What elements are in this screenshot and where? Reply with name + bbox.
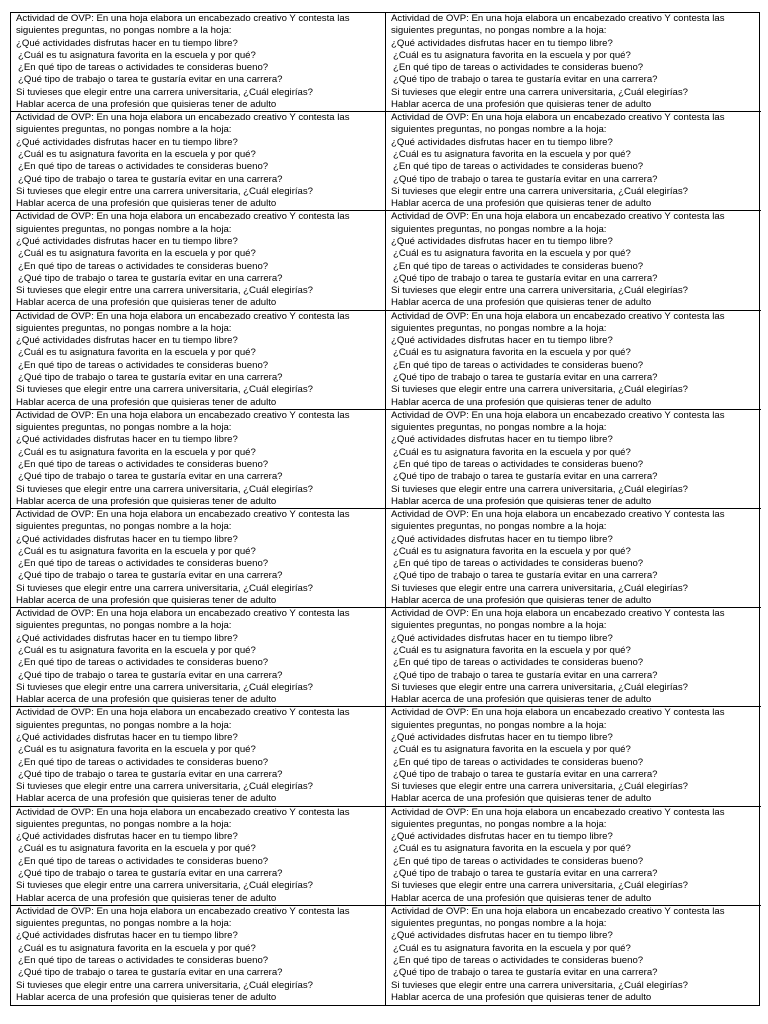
question-university-career: Si tuvieses que elegir entre una carrera universitaria, ¿Cuál elegirías? (391, 880, 689, 892)
activity-intro: Actividad de OVP: En una hoja elabora un encabezado creativo Y contesta las siguientes preguntas, no pongas nombre a la hoja: (16, 409, 350, 434)
question-free-time: ¿Qué actividades disfrutas hacer en tu tiempo libre? (16, 731, 238, 743)
activity-intro: Actividad de OVP: En una hoja elabora un encabezado creativo Y contesta las siguientes preguntas, no pongas nombre a la hoja: (16, 13, 350, 37)
question-avoid-work: ¿Qué tipo de trabajo o tarea te gustaría evitar en una carrera? (18, 372, 283, 384)
question-profession: Hablar acerca de una profesión que quisieras tener de adulto (391, 694, 652, 706)
activity-intro: Actividad de OVP: En una hoja elabora un encabezado creativo Y contesta las siguientes preguntas, no pongas nombre a la hoja: (391, 707, 725, 731)
question-free-time: ¿Qué actividades disfrutas hacer en tu tiempo libre? (16, 930, 238, 942)
question-university-career: Si tuvieses que elegir entre una carrera universitaria, ¿Cuál elegirías? (16, 582, 314, 594)
question-favorite-subject: ¿Cuál es tu asignatura favorita en la escuela y por qué? (18, 149, 256, 161)
question-favorite-subject: ¿Cuál es tu asignatura favorita en la escuela y por qué? (393, 942, 631, 954)
question-free-time: ¿Qué actividades disfrutas hacer en tu tiempo libre? (16, 335, 238, 347)
question-favorite-subject: ¿Cuál es tu asignatura favorita en la escuela y por qué? (393, 49, 631, 61)
worksheet-grid (10, 12, 760, 1006)
question-strengths: ¿En qué tipo de tareas o actividades te consideras bueno? (393, 855, 644, 867)
activity-card (386, 807, 761, 906)
question-university-career: Si tuvieses que elegir entre una carrera universitaria, ¿Cuál elegirías? (16, 979, 314, 991)
question-university-career: Si tuvieses que elegir entre una carrera universitaria, ¿Cuál elegirías? (16, 681, 314, 693)
question-free-time: ¿Qué actividades disfrutas hacer en tu tiempo libre? (16, 533, 238, 545)
question-avoid-work: ¿Qué tipo de trabajo o tarea te gustaría evitar en una carrera? (18, 173, 283, 185)
question-university-career: Si tuvieses que elegir entre una carrera universitaria, ¿Cuál elegirías? (391, 681, 689, 693)
activity-intro: Actividad de OVP: En una hoja elabora un encabezado creativo Y contesta las siguientes preguntas, no pongas nombre a la hoja: (391, 112, 725, 136)
question-strengths: ¿En qué tipo de tareas o actividades te consideras bueno? (393, 756, 644, 768)
question-university-career: Si tuvieses que elegir entre una carrera universitaria, ¿Cuál elegirías? (391, 483, 689, 495)
question-profession: Hablar acerca de una profesión que quisieras tener de adulto (16, 793, 277, 805)
question-free-time: ¿Qué actividades disfrutas hacer en tu tiempo libre? (16, 235, 238, 247)
activity-intro: Actividad de OVP: En una hoja elabora un encabezado creativo Y contesta las siguientes preguntas, no pongas nombre a la hoja: (391, 310, 725, 334)
question-free-time: ¿Qué actividades disfrutas hacer en tu tiempo libre? (16, 632, 238, 644)
activity-card (386, 211, 761, 310)
question-free-time: ¿Qué actividades disfrutas hacer en tu tiempo libre? (16, 434, 238, 446)
question-university-career: Si tuvieses que elegir entre una carrera universitaria, ¿Cuál elegirías? (391, 979, 689, 991)
question-favorite-subject: ¿Cuál es tu asignatura favorita en la escuela y por qué? (18, 942, 256, 954)
activity-intro: Actividad de OVP: En una hoja elabora un encabezado creativo Y contesta las siguientes preguntas, no pongas nombre a la hoja: (16, 905, 350, 930)
activity-intro: Actividad de OVP: En una hoja elabora un encabezado creativo Y contesta las siguientes preguntas, no pongas nombre a la hoja: (16, 310, 350, 334)
question-free-time: ¿Qué actividades disfrutas hacer en tu tiempo libre? (391, 335, 613, 347)
question-avoid-work: ¿Qué tipo de trabajo o tarea te gustaría evitar en una carrera? (18, 868, 283, 880)
question-university-career: Si tuvieses que elegir entre una carrera universitaria, ¿Cuál elegirías? (391, 582, 689, 594)
activity-intro: Actividad de OVP: En una hoja elabora un encabezado creativo Y contesta las siguientes preguntas, no pongas nombre a la hoja: (391, 508, 725, 533)
question-avoid-work: ¿Qué tipo de trabajo o tarea te gustaría evitar en una carrera? (18, 570, 283, 582)
question-avoid-work: ¿Qué tipo de trabajo o tarea te gustaría evitar en una carrera? (393, 74, 658, 86)
question-favorite-subject: ¿Cuál es tu asignatura favorita en la escuela y por qué? (18, 248, 256, 260)
question-university-career: Si tuvieses que elegir entre una carrera universitaria, ¿Cuál elegirías? (16, 781, 314, 793)
question-university-career: Si tuvieses que elegir entre una carrera universitaria, ¿Cuál elegirías? (16, 86, 314, 98)
question-favorite-subject: ¿Cuál es tu asignatura favorita en la escuela y por qué? (393, 446, 631, 458)
question-profession: Hablar acerca de una profesión que quisieras tener de adulto (16, 991, 277, 1003)
question-favorite-subject: ¿Cuál es tu asignatura favorita en la escuela y por qué? (393, 149, 631, 161)
question-profession: Hablar acerca de una profesión que quisieras tener de adulto (391, 396, 652, 408)
question-profession: Hablar acerca de una profesión que quisieras tener de adulto (391, 991, 652, 1003)
question-avoid-work: ¿Qué tipo de trabajo o tarea te gustaría evitar en una carrera? (393, 272, 658, 284)
question-favorite-subject: ¿Cuál es tu asignatura favorita en la escuela y por qué? (18, 545, 256, 557)
activity-card (11, 509, 386, 608)
question-favorite-subject: ¿Cuál es tu asignatura favorita en la escuela y por qué? (18, 446, 256, 458)
question-free-time: ¿Qué actividades disfrutas hacer en tu tiempo libre? (16, 136, 238, 148)
activity-card (11, 807, 386, 906)
activity-card (11, 211, 386, 310)
activity-card (386, 311, 761, 410)
activity-card (386, 509, 761, 608)
question-strengths: ¿En qué tipo de tareas o actividades te consideras bueno? (18, 558, 269, 570)
question-strengths: ¿En qué tipo de tareas o actividades te consideras bueno? (393, 458, 644, 470)
question-free-time: ¿Qué actividades disfrutas hacer en tu tiempo libre? (391, 632, 613, 644)
activity-card (11, 410, 386, 509)
question-strengths: ¿En qué tipo de tareas o actividades te consideras bueno? (393, 161, 644, 173)
question-profession: Hablar acerca de una profesión que quisieras tener de adulto (391, 495, 652, 507)
question-free-time: ¿Qué actividades disfrutas hacer en tu tiempo libre? (391, 235, 613, 247)
question-strengths: ¿En qué tipo de tareas o actividades te consideras bueno? (393, 954, 644, 966)
question-strengths: ¿En qué tipo de tareas o actividades te consideras bueno? (18, 954, 269, 966)
question-profession: Hablar acerca de una profesión que quisieras tener de adulto (391, 595, 652, 607)
question-profession: Hablar acerca de una profesión que quisieras tener de adulto (16, 694, 277, 706)
question-free-time: ¿Qué actividades disfrutas hacer en tu tiempo libre? (391, 434, 613, 446)
question-profession: Hablar acerca de una profesión que quisieras tener de adulto (16, 495, 277, 507)
activity-card (386, 410, 761, 509)
question-profession: Hablar acerca de una profesión que quisieras tener de adulto (391, 99, 652, 111)
question-free-time: ¿Qué actividades disfrutas hacer en tu tiempo libre? (391, 37, 613, 49)
question-profession: Hablar acerca de una profesión que quisieras tener de adulto (16, 892, 277, 904)
activity-intro: Actividad de OVP: En una hoja elabora un encabezado creativo Y contesta las siguientes preguntas, no pongas nombre a la hoja: (16, 112, 350, 136)
activity-intro: Actividad de OVP: En una hoja elabora un encabezado creativo Y contesta las siguientes preguntas, no pongas nombre a la hoja: (16, 806, 350, 830)
question-favorite-subject: ¿Cuál es tu asignatura favorita en la escuela y por qué? (393, 248, 631, 260)
question-profession: Hablar acerca de una profesión que quisieras tener de adulto (16, 198, 277, 210)
activity-card (11, 311, 386, 410)
activity-intro: Actividad de OVP: En una hoja elabora un encabezado creativo Y contesta las siguientes preguntas, no pongas nombre a la hoja: (391, 806, 725, 830)
activity-intro: Actividad de OVP: En una hoja elabora un encabezado creativo Y contesta las siguientes preguntas, no pongas nombre a la hoja: (16, 508, 350, 533)
question-strengths: ¿En qué tipo de tareas o actividades te consideras bueno? (393, 657, 644, 669)
activity-card (386, 112, 761, 211)
question-profession: Hablar acerca de una profesión que quisieras tener de adulto (16, 99, 277, 111)
question-favorite-subject: ¿Cuál es tu asignatura favorita en la escuela y por qué? (393, 545, 631, 557)
question-avoid-work: ¿Qué tipo de trabajo o tarea te gustaría evitar en una carrera? (18, 471, 283, 483)
question-strengths: ¿En qué tipo de tareas o actividades te consideras bueno? (393, 260, 644, 272)
activity-intro: Actividad de OVP: En una hoja elabora un encabezado creativo Y contesta las siguientes preguntas, no pongas nombre a la hoja: (391, 608, 725, 632)
question-favorite-subject: ¿Cuál es tu asignatura favorita en la escuela y por qué? (18, 843, 256, 855)
question-avoid-work: ¿Qué tipo de trabajo o tarea te gustaría evitar en una carrera? (18, 768, 283, 780)
question-university-career: Si tuvieses que elegir entre una carrera universitaria, ¿Cuál elegirías? (391, 384, 689, 396)
activity-intro: Actividad de OVP: En una hoja elabora un encabezado creativo Y contesta las siguientes preguntas, no pongas nombre a la hoja: (391, 409, 725, 434)
activity-card (11, 13, 386, 112)
question-free-time: ¿Qué actividades disfrutas hacer en tu tiempo libre? (16, 37, 238, 49)
question-avoid-work: ¿Qué tipo de trabajo o tarea te gustaría evitar en una carrera? (18, 669, 283, 681)
question-strengths: ¿En qué tipo de tareas o actividades te consideras bueno? (18, 260, 269, 272)
question-avoid-work: ¿Qué tipo de trabajo o tarea te gustaría evitar en una carrera? (393, 372, 658, 384)
question-university-career: Si tuvieses que elegir entre una carrera universitaria, ¿Cuál elegirías? (16, 880, 314, 892)
question-university-career: Si tuvieses que elegir entre una carrera universitaria, ¿Cuál elegirías? (391, 185, 689, 197)
question-strengths: ¿En qué tipo de tareas o actividades te consideras bueno? (18, 161, 269, 173)
question-free-time: ¿Qué actividades disfrutas hacer en tu tiempo libre? (391, 136, 613, 148)
question-strengths: ¿En qué tipo de tareas o actividades te consideras bueno? (393, 62, 644, 74)
question-strengths: ¿En qué tipo de tareas o actividades te consideras bueno? (18, 756, 269, 768)
question-favorite-subject: ¿Cuál es tu asignatura favorita en la escuela y por qué? (393, 645, 631, 657)
question-avoid-work: ¿Qué tipo de trabajo o tarea te gustaría evitar en una carrera? (393, 967, 658, 979)
question-avoid-work: ¿Qué tipo de trabajo o tarea te gustaría evitar en una carrera? (18, 272, 283, 284)
question-university-career: Si tuvieses que elegir entre una carrera universitaria, ¿Cuál elegirías? (16, 185, 314, 197)
question-free-time: ¿Qué actividades disfrutas hacer en tu tiempo libre? (16, 831, 238, 843)
question-profession: Hablar acerca de una profesión que quisieras tener de adulto (16, 595, 277, 607)
question-strengths: ¿En qué tipo de tareas o actividades te consideras bueno? (18, 458, 269, 470)
question-avoid-work: ¿Qué tipo de trabajo o tarea te gustaría evitar en una carrera? (393, 768, 658, 780)
question-strengths: ¿En qué tipo de tareas o actividades te consideras bueno? (18, 359, 269, 371)
question-avoid-work: ¿Qué tipo de trabajo o tarea te gustaría evitar en una carrera? (393, 868, 658, 880)
question-university-career: Si tuvieses que elegir entre una carrera universitaria, ¿Cuál elegirías? (16, 285, 314, 297)
question-avoid-work: ¿Qué tipo de trabajo o tarea te gustaría evitar en una carrera? (393, 669, 658, 681)
question-university-career: Si tuvieses que elegir entre una carrera universitaria, ¿Cuál elegirías? (391, 285, 689, 297)
question-profession: Hablar acerca de una profesión que quisieras tener de adulto (391, 297, 652, 309)
activity-intro: Actividad de OVP: En una hoja elabora un encabezado creativo Y contesta las siguientes preguntas, no pongas nombre a la hoja: (16, 707, 350, 731)
activity-card (386, 608, 761, 707)
question-favorite-subject: ¿Cuál es tu asignatura favorita en la escuela y por qué? (18, 645, 256, 657)
question-profession: Hablar acerca de una profesión que quisieras tener de adulto (16, 297, 277, 309)
question-favorite-subject: ¿Cuál es tu asignatura favorita en la escuela y por qué? (393, 347, 631, 359)
activity-card (386, 707, 761, 806)
question-profession: Hablar acerca de una profesión que quisieras tener de adulto (391, 793, 652, 805)
question-favorite-subject: ¿Cuál es tu asignatura favorita en la escuela y por qué? (393, 843, 631, 855)
question-profession: Hablar acerca de una profesión que quisieras tener de adulto (391, 198, 652, 210)
activity-card (11, 707, 386, 806)
activity-intro: Actividad de OVP: En una hoja elabora un encabezado creativo Y contesta las siguientes preguntas, no pongas nombre a la hoja: (391, 13, 725, 37)
question-university-career: Si tuvieses que elegir entre una carrera universitaria, ¿Cuál elegirías? (391, 86, 689, 98)
question-free-time: ¿Qué actividades disfrutas hacer en tu tiempo libre? (391, 831, 613, 843)
question-strengths: ¿En qué tipo de tareas o actividades te consideras bueno? (18, 62, 269, 74)
question-avoid-work: ¿Qué tipo de trabajo o tarea te gustaría evitar en una carrera? (393, 173, 658, 185)
activity-card (386, 906, 761, 1005)
question-strengths: ¿En qué tipo de tareas o actividades te consideras bueno? (393, 558, 644, 570)
question-free-time: ¿Qué actividades disfrutas hacer en tu tiempo libre? (391, 533, 613, 545)
question-favorite-subject: ¿Cuál es tu asignatura favorita en la escuela y por qué? (18, 347, 256, 359)
question-university-career: Si tuvieses que elegir entre una carrera universitaria, ¿Cuál elegirías? (391, 781, 689, 793)
question-profession: Hablar acerca de una profesión que quisieras tener de adulto (16, 396, 277, 408)
question-avoid-work: ¿Qué tipo de trabajo o tarea te gustaría evitar en una carrera? (18, 967, 283, 979)
question-profession: Hablar acerca de una profesión que quisieras tener de adulto (391, 892, 652, 904)
activity-intro: Actividad de OVP: En una hoja elabora un encabezado creativo Y contesta las siguientes preguntas, no pongas nombre a la hoja: (16, 211, 350, 235)
question-strengths: ¿En qué tipo de tareas o actividades te consideras bueno? (393, 359, 644, 371)
activity-card (11, 906, 386, 1005)
question-university-career: Si tuvieses que elegir entre una carrera universitaria, ¿Cuál elegirías? (16, 483, 314, 495)
question-free-time: ¿Qué actividades disfrutas hacer en tu tiempo libre? (391, 731, 613, 743)
question-avoid-work: ¿Qué tipo de trabajo o tarea te gustaría evitar en una carrera? (393, 570, 658, 582)
question-strengths: ¿En qué tipo de tareas o actividades te consideras bueno? (18, 657, 269, 669)
question-university-career: Si tuvieses que elegir entre una carrera universitaria, ¿Cuál elegirías? (16, 384, 314, 396)
question-strengths: ¿En qué tipo de tareas o actividades te consideras bueno? (18, 855, 269, 867)
activity-intro: Actividad de OVP: En una hoja elabora un encabezado creativo Y contesta las siguientes preguntas, no pongas nombre a la hoja: (16, 608, 350, 632)
activity-card (386, 13, 761, 112)
question-free-time: ¿Qué actividades disfrutas hacer en tu tiempo libre? (391, 930, 613, 942)
question-avoid-work: ¿Qué tipo de trabajo o tarea te gustaría evitar en una carrera? (18, 74, 283, 86)
question-favorite-subject: ¿Cuál es tu asignatura favorita en la escuela y por qué? (18, 744, 256, 756)
activity-card (11, 608, 386, 707)
activity-intro: Actividad de OVP: En una hoja elabora un encabezado creativo Y contesta las siguientes preguntas, no pongas nombre a la hoja: (391, 905, 725, 930)
question-favorite-subject: ¿Cuál es tu asignatura favorita en la escuela y por qué? (18, 49, 256, 61)
question-favorite-subject: ¿Cuál es tu asignatura favorita en la escuela y por qué? (393, 744, 631, 756)
question-avoid-work: ¿Qué tipo de trabajo o tarea te gustaría evitar en una carrera? (393, 471, 658, 483)
activity-intro: Actividad de OVP: En una hoja elabora un encabezado creativo Y contesta las siguientes preguntas, no pongas nombre a la hoja: (391, 211, 725, 235)
activity-card (11, 112, 386, 211)
